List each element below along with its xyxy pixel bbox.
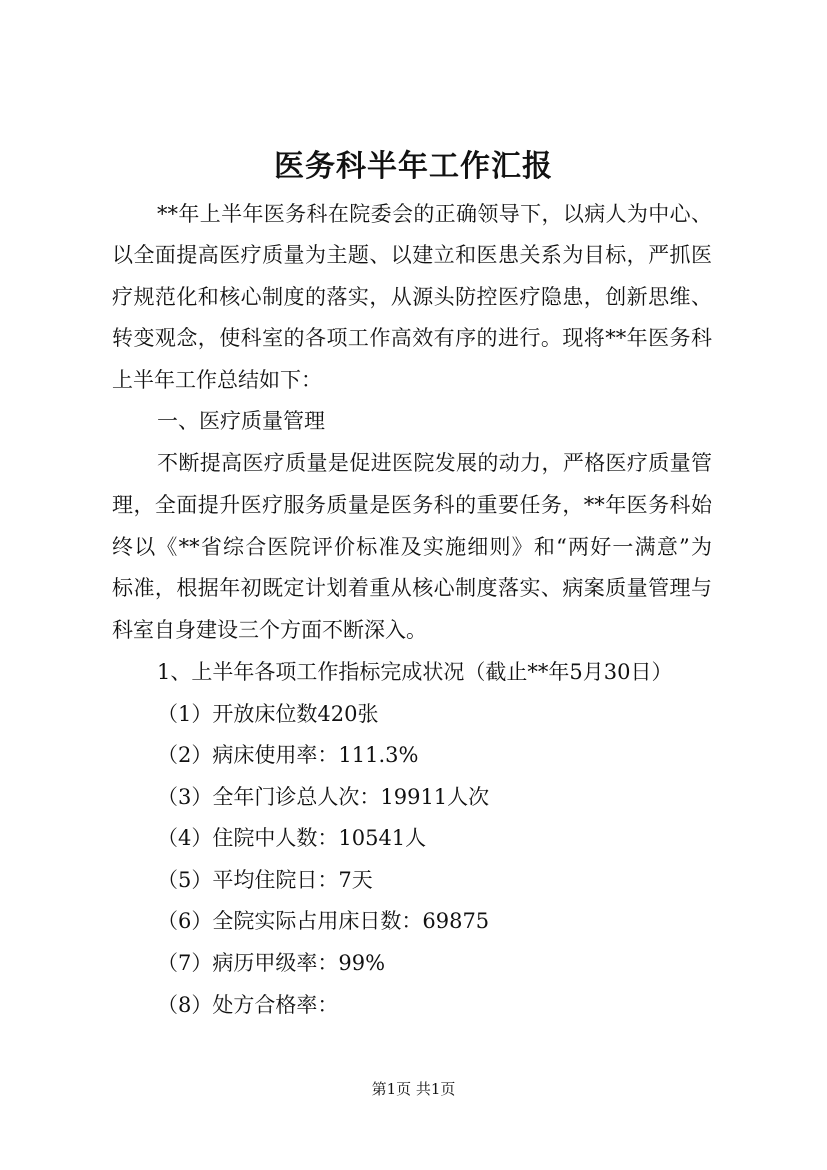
document-title: 医务科半年工作汇报 xyxy=(274,149,553,184)
section-heading: 一、医疗质量管理 xyxy=(157,409,325,433)
paragraph-line: 不断提高医疗质量是促进医院发展的动力，严格医疗质量管 xyxy=(157,451,712,475)
paragraph-line: 疗规范化和核心制度的落实，从源头防控医疗隐患，创新思维、 xyxy=(112,285,712,309)
list-item: （8）处方合格率： xyxy=(157,993,339,1017)
paragraph-line: 科室自身建设三个方面不断深入。 xyxy=(112,618,427,642)
list-item: （5）平均住院日：7天 xyxy=(157,868,373,892)
list-item: （4）住院中人数：10541人 xyxy=(157,826,427,850)
paragraph-line: **年上半年医务科在院委会的正确领导下，以病人为中心、 xyxy=(157,202,712,226)
subsection-heading: 1、上半年各项工作指标完成状况（截止**年5月30日） xyxy=(157,660,673,684)
list-item: （3）全年门诊总人次：19911人次 xyxy=(157,785,490,809)
page-footer: 第1页 共1页 xyxy=(371,1080,456,1098)
paragraph-line: 以全面提高医疗质量为主题、以建立和医患关系为目标，严抓医 xyxy=(112,243,712,267)
list-item: （6）全院实际占用床日数：69875 xyxy=(157,909,490,933)
list-item: （7）病历甲级率：99% xyxy=(157,951,386,975)
paragraph-line: 转变观念，使科室的各项工作高效有序的进行。现将**年医务科 xyxy=(112,326,712,350)
paragraph-line: 标准，根据年初既定计划着重从核心制度落实、病案质量管理与 xyxy=(112,576,712,600)
paragraph-line: 上半年工作总结如下： xyxy=(112,368,322,392)
paragraph-line: 理，全面提升医疗服务质量是医务科的重要任务，**年医务科始 xyxy=(112,493,712,517)
list-item: （2）病床使用率：111.3% xyxy=(157,743,419,767)
paragraph-line: 终以《**省综合医院评价标准及实施细则》和“两好一满意”为 xyxy=(112,535,712,559)
list-item: （1）开放床位数420张 xyxy=(157,702,379,726)
